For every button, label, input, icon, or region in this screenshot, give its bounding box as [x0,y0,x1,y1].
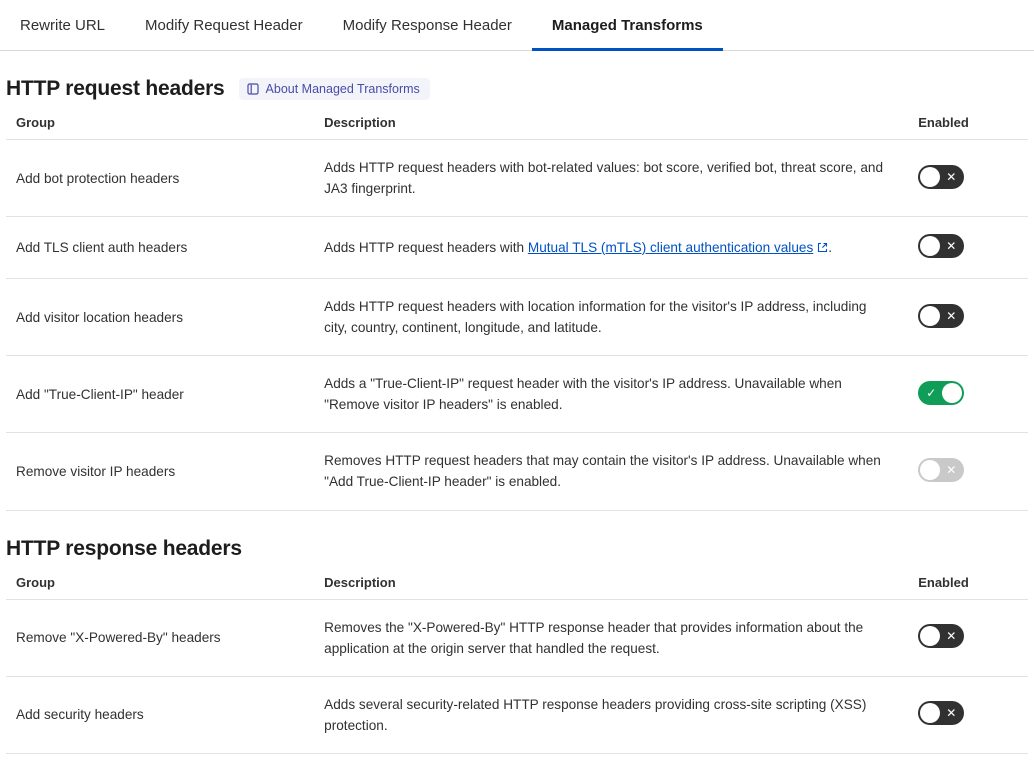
row-group-label: Add security headers [6,676,310,753]
about-managed-transforms-link[interactable] [239,78,430,100]
row-group-label: Add visitor location headers [6,279,310,356]
table-row [6,433,1028,510]
mtls-docs-link[interactable]: Mutual TLS (mTLS) client authentication values [527,239,814,255]
external-link-icon [817,238,828,259]
toggle-knob [920,236,940,256]
response-headers-table [6,575,1028,754]
row-description [310,356,908,433]
tab-modify-response-header[interactable]: Modify Response Header [342,17,512,34]
toggle-add-visitor-location-headers[interactable] [918,304,964,328]
row-group-label: Add bot protection headers [6,140,310,217]
row-enabled-cell [908,433,1028,510]
row-description-text: Removes HTTP request headers that may contain the visitor's IP address. Unavailable when "Add True-Client-IP header" is enabled. [324,453,881,490]
tab-bar [0,0,1034,51]
toggle-knob [920,626,940,646]
row-description-text: Removes the "X-Powered-By" HTTP response header that provides information about the application at the origin server that handled the request. [324,619,864,656]
row-description-text: Adds HTTP request headers with [324,239,528,255]
row-description-tail: . [828,239,833,255]
check-icon: ✓ [926,385,937,400]
bottom-spacer [6,754,1028,774]
row-enabled-cell [908,217,1028,279]
row-description [310,279,908,356]
row-description-text: Adds HTTP request headers with location information for the visitor's IP address, including city, country, continent, longitude, and latitude. [324,299,867,336]
toggle-add-bot-protection-headers[interactable] [918,165,964,189]
toggle-knob [920,167,940,187]
response-section-title: HTTP response headers [6,536,242,560]
row-description-text: Adds a "True-Client-IP" request header with the visitor's IP address. Unavailable when "Remove visitor IP headers" is enabled. [324,376,842,413]
toggle-knob [942,383,962,403]
row-description [310,599,908,676]
table-row [6,279,1028,356]
row-group-label: Add "True-Client-IP" header [6,356,310,433]
column-header-group: Group [6,575,310,600]
row-group-label: Add TLS client auth headers [6,217,310,279]
toggle-add-tls-client-auth-headers[interactable] [918,234,964,258]
http-request-headers-section [0,51,1034,511]
column-header-group: Group [6,115,310,140]
http-response-headers-section [0,511,1034,774]
row-enabled-cell [908,140,1028,217]
row-description-text: Adds several security-related HTTP response headers providing cross-site scripting (XSS) protection. [324,696,867,733]
table-header-row [6,575,1028,600]
table-row [6,217,1028,279]
response-section-header [6,511,1028,575]
cross-icon: ✕ [946,629,957,644]
toggle-knob [920,703,940,723]
tab-rewrite-url[interactable]: Rewrite URL [20,17,106,34]
row-description-text: Adds HTTP request headers with bot-related values: bot score, verified bot, threat score, and JA3 fingerprint. [324,160,884,197]
about-pill-label: About Managed Transforms [265,82,420,96]
column-header-enabled: Enabled [908,575,1028,600]
tab-managed-transforms[interactable]: Managed Transforms [532,18,723,51]
cross-icon: ✕ [946,239,957,254]
toggle-add-true-client-ip-header[interactable] [918,381,964,405]
page-title: HTTP request headers [6,77,225,100]
cross-icon: ✕ [946,169,957,184]
row-enabled-cell [908,279,1028,356]
row-group-label: Remove "X-Powered-By" headers [6,599,310,676]
table-row [6,356,1028,433]
toggle-remove-visitor-ip-headers [918,458,964,482]
cross-icon: ✕ [946,308,957,323]
table-row [6,676,1028,753]
request-headers-table [6,115,1028,511]
cross-icon: ✕ [946,462,957,477]
row-enabled-cell [908,356,1028,433]
column-header-enabled: Enabled [908,115,1028,140]
toggle-add-security-headers[interactable] [918,701,964,725]
tab-modify-request-header[interactable]: Modify Request Header [145,17,303,34]
table-row [6,140,1028,217]
toggle-remove-x-powered-by-headers[interactable] [918,624,964,648]
row-enabled-cell [908,676,1028,753]
table-row [6,599,1028,676]
cross-icon: ✕ [946,706,957,721]
table-header-row [6,115,1028,140]
row-group-label: Remove visitor IP headers [6,433,310,510]
row-description [310,676,908,753]
book-icon [247,83,259,95]
column-header-description: Description [310,575,908,600]
row-description [310,217,908,279]
row-description [310,140,908,217]
toggle-knob [920,306,940,326]
row-description [310,433,908,510]
toggle-knob [920,460,940,480]
column-header-description: Description [310,115,908,140]
row-enabled-cell [908,599,1028,676]
request-section-header [6,51,1028,115]
